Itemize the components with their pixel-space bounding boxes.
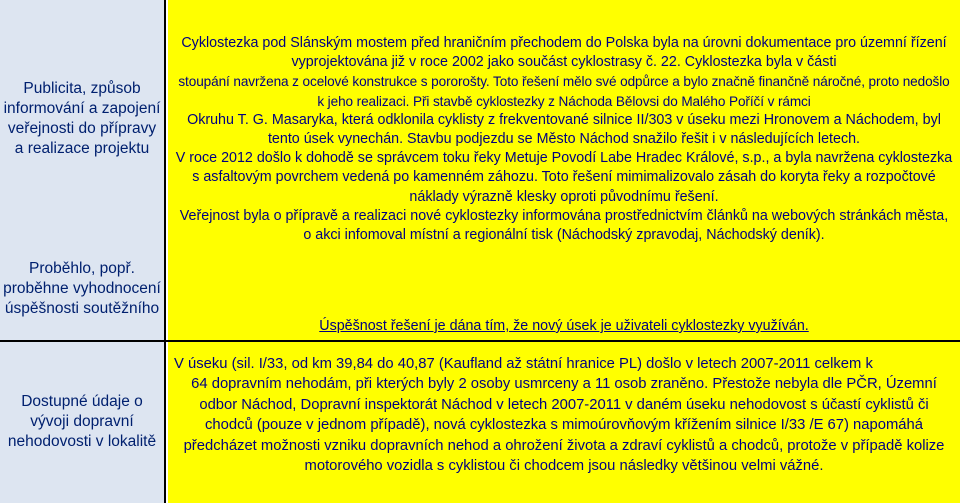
label-evaluation: Proběhlo, popř. proběhne vyhodnocení úspěšnosti soutěžního xyxy=(3,260,161,317)
paragraph-history-c: Okruhu T. G. Masaryka, která odklonila cyklisty z frekventované silnice II/303 v úseku mezi Hronovem a Náchodem, byl tento úsek vynechán. Stavbu podjezdu se Město Náchod snažilo řešit i v následujících letech. xyxy=(187,111,941,148)
paragraph-agreement: V roce 2012 došlo k dohodě se správcem toku řeky Metuje Povodí Labe Hradec Králové, s.p., a byla navržena cyklostezka s asfaltovým povrchem vedená po kamenném záhozu. Toto řešení mimimalizovalo zásah do koryta řeky a rozpočtové náklady výrazně klesky oproti původnímu řešení. xyxy=(175,150,953,205)
paragraph-accidents-a: V úseku (sil. I/33, od km 39,84 do 40,87 (Kaufland až státní hranice PL) došlo v letech 2007-2011 celkem k xyxy=(174,356,873,372)
success-statement: Úspěšnost řešení je dána tím, že nový úsek je uživateli cyklostezky využíván. xyxy=(319,318,809,334)
row-content-cell xyxy=(168,0,960,340)
paragraph-history-a: Cyklostezka pod Slánským mostem před hraničním přechodem do Polska byla na úrovni dokumentace pro územní řízení vyprojektována již v roce 2002 jako součást cyklostrasy č. 22. Cyklostezka byla v části xyxy=(181,35,947,71)
row-label-cell xyxy=(0,0,166,340)
paragraph-publicity: Veřejnost byla o přípravě a realizaci nové cyklostezky informována prostřednictvím článků na webových stránkách města, o akci infomoval místní a regionální tisk (Náchodský zpravodaj, Náchodský deník). xyxy=(179,207,949,244)
label-accidents: Dostupné údaje o vývoji dopravní nehodovosti v lokalitě xyxy=(7,393,157,450)
label-publicity: Publicita, způsob informování a zapojení veřejnosti do přípravy a realizace projektu xyxy=(3,80,161,157)
row-content-cell xyxy=(168,342,960,503)
paragraph-history-b: stoupání navržena z ocelové konstrukce s pororošty. Toto řešení mělo své odpůrce a bylo značně finančně náročné, proto nedošlo k jeho realizaci. Při stavbě cyklostezky z Náchoda Bělovsi do Malého Poříčí v rámci xyxy=(178,74,950,109)
table-row-accidents xyxy=(0,340,960,503)
paragraph-accidents-b: 64 dopravním nehodám, při kterých byly 2 osoby usmrceny a 11 osob zraněno. Přestože nebyla dle PČR, Územní odbor Náchod, Dopravní inspektorát Náchod v letech 2007-2011 v daném úseku nehodovost s účastí cyklistů či chodců (pouze v jednom případě), nová cyklostezka s mimoúrovňovým křížením silnice I/33 /E 67) napomáhá předcházet možnosti vzniku dopravních nehod a ohrožení života a zdraví cyklistů a chodců, protože v případě kolize motorového vozidla s cyklistou či chodcem jsou následky většinou velmi vážné. xyxy=(183,376,945,475)
row-label-cell xyxy=(0,342,166,503)
